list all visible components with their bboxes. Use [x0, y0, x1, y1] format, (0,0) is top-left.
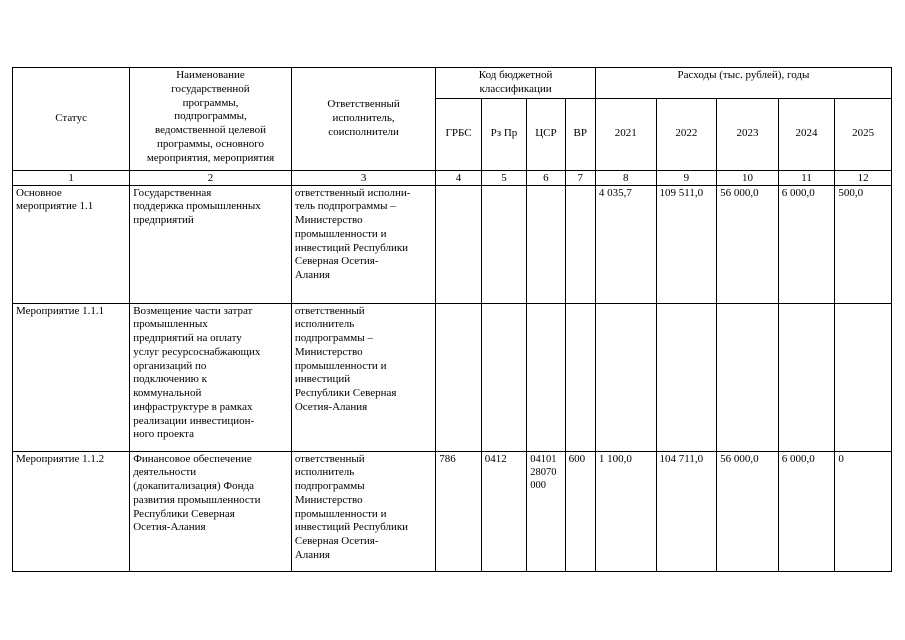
- row-name: Государственная поддержка промышленных предприятий: [130, 185, 292, 303]
- column-number: 9: [656, 170, 717, 185]
- row-value-2025: 500,0: [835, 185, 892, 303]
- header-row-1: [13, 68, 892, 99]
- column-number: 5: [481, 170, 526, 185]
- column-number: 2: [130, 170, 292, 185]
- row-executor: ответственный исполнитель подпрограммы Министерство промышленности и инвестиций Республики Северная Осетия- Алания: [291, 451, 435, 571]
- row-value-2024: 6 000,0: [778, 451, 835, 571]
- header-vr: ВР: [565, 98, 595, 170]
- row-value-2025: 0: [835, 451, 892, 571]
- table-row: [13, 303, 892, 451]
- table-row: [13, 451, 892, 571]
- column-number: 12: [835, 170, 892, 185]
- row-grbs: 786: [436, 451, 481, 571]
- header-grbs: ГРБС: [436, 98, 481, 170]
- row-value-2022: 109 511,0: [656, 185, 717, 303]
- column-number: 10: [717, 170, 779, 185]
- budget-table: [12, 67, 892, 572]
- row-vr: [565, 185, 595, 303]
- row-csr: [527, 185, 565, 303]
- header-executor: Ответственный исполнитель, соисполнители: [291, 68, 435, 171]
- row-grbs: [436, 185, 481, 303]
- column-number: 1: [13, 170, 130, 185]
- row-grbs: [436, 303, 481, 451]
- header-rzpr: Рз Пр: [481, 98, 526, 170]
- header-name: Наименование государственной программы, подпрограммы, ведомственной целевой программы, основного мероприятия, мероприятия: [130, 68, 292, 171]
- header-status: Статус: [13, 68, 130, 171]
- row-value-2022: 104 711,0: [656, 451, 717, 571]
- row-value-2021: 4 035,7: [595, 185, 656, 303]
- header-csr: ЦСР: [527, 98, 565, 170]
- row-rzpr: [481, 185, 526, 303]
- column-number: 8: [595, 170, 656, 185]
- row-value-2023: 56 000,0: [717, 451, 779, 571]
- row-value-2023: [717, 303, 779, 451]
- row-vr: 600: [565, 451, 595, 571]
- row-status: Мероприятие 1.1.2: [13, 451, 130, 571]
- header-expenses: Расходы (тыс. рублей), годы: [595, 68, 891, 99]
- row-csr: [527, 303, 565, 451]
- row-value-2021: [595, 303, 656, 451]
- column-number: 6: [527, 170, 565, 185]
- row-executor: ответственный исполнитель подпрограммы – Министерство промышленности и инвестиций Республики Северная Осетия-Алания: [291, 303, 435, 451]
- row-value-2024: 6 000,0: [778, 185, 835, 303]
- header-year-2024: 2024: [778, 98, 835, 170]
- column-number: 3: [291, 170, 435, 185]
- row-status: Основное мероприятие 1.1: [13, 185, 130, 303]
- row-status: Мероприятие 1.1.1: [13, 303, 130, 451]
- header-year-2021: 2021: [595, 98, 656, 170]
- row-value-2021: 1 100,0: [595, 451, 656, 571]
- row-value-2024: [778, 303, 835, 451]
- column-number: 11: [778, 170, 835, 185]
- table-row: [13, 185, 892, 303]
- column-number-row: [13, 170, 892, 185]
- row-name: Финансовое обеспечение деятельности (докапитализация) Фонда развития промышленности Республики Северная Осетия-Алания: [130, 451, 292, 571]
- row-name: Возмещение части затрат промышленных предприятий на оплату услуг ресурсоснабжающих организаций по подключению к коммунальной инфраструктуре в рамках реализации инвестицион- ного проекта: [130, 303, 292, 451]
- row-value-2023: 56 000,0: [717, 185, 779, 303]
- header-year-2025: 2025: [835, 98, 892, 170]
- row-rzpr: 0412: [481, 451, 526, 571]
- header-year-2022: 2022: [656, 98, 717, 170]
- row-executor: ответственный исполни- тель подпрограммы – Министерство промышленности и инвестиций Республики Северная Осетия- Алания: [291, 185, 435, 303]
- header-year-2023: 2023: [717, 98, 779, 170]
- row-value-2025: [835, 303, 892, 451]
- row-value-2022: [656, 303, 717, 451]
- column-number: 4: [436, 170, 481, 185]
- row-rzpr: [481, 303, 526, 451]
- row-csr: 04101 28070 000: [527, 451, 565, 571]
- column-number: 7: [565, 170, 595, 185]
- row-vr: [565, 303, 595, 451]
- header-budget-code: Код бюджетной классификации: [436, 68, 596, 99]
